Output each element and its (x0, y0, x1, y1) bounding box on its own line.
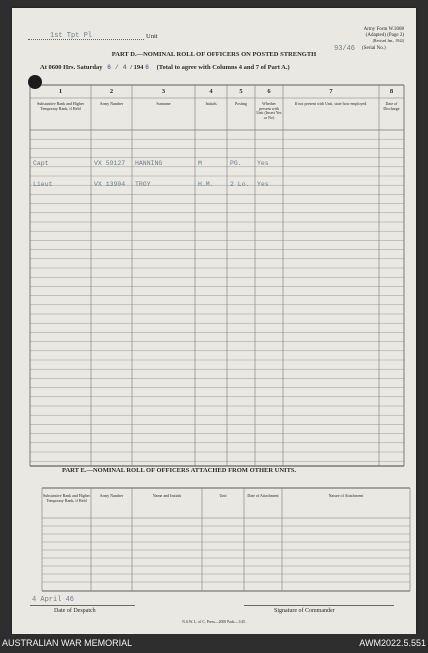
form-adapted: (Adapted) (Page 2) (365, 33, 404, 38)
cell-initials: H.M. (198, 181, 214, 188)
column-number: 8 (389, 88, 394, 95)
form-id: Army Form W.3008 (363, 27, 404, 32)
part-e-header-army-number: Army Number (99, 493, 124, 498)
column-header-posting: Posting (234, 101, 247, 106)
column-number: 3 (161, 88, 166, 95)
cell-number: VX 13904 (94, 181, 126, 188)
column-number: 4 (209, 88, 213, 95)
date-value: 6 / 4 (107, 64, 127, 71)
column-header-army-number: Army Number (99, 101, 124, 106)
serial-value: 93/46 (334, 45, 356, 53)
part-e-header-attachment-date: Date of Attachment (247, 493, 279, 498)
cell-present: Yes (257, 160, 269, 167)
punch-hole (28, 75, 42, 89)
part-e-header-name: Name and Initials (152, 493, 182, 498)
column-number: 1 (58, 88, 63, 95)
column-number: 2 (109, 88, 114, 95)
part-d-title: PART D.—NOMINAL ROLL OF OFFICERS ON POSTED STRENGTH (111, 51, 317, 58)
column-header-employment: If not present with Unit, state how employed. (294, 101, 368, 106)
cell-initials: M (198, 160, 202, 167)
form-revised: (Revised Jan., 1942) (372, 39, 404, 43)
column-number: 6 (267, 88, 271, 95)
despatch-value: 4 April 46 (32, 596, 75, 604)
column-number: 5 (239, 88, 243, 95)
commander-label: Signature of Commander (274, 608, 335, 614)
part-d-note: (Total to agree with Columns 4 and 7 of Part A.) (156, 64, 290, 71)
cell-posting: PG. (230, 160, 242, 167)
year-value: 6 (145, 64, 149, 71)
caption-left: AUSTRALIAN WAR MEMORIAL (2, 638, 133, 648)
part-e-header-attachment-nature: Nature of Attachment (328, 493, 364, 498)
cell-posting: 2 Lo. (230, 181, 250, 188)
serial-label: (Serial No.) (362, 46, 386, 51)
column-header-present: Whether present with Unit (Insert Yes or No) (256, 101, 282, 120)
column-header-initials: Initials (205, 101, 217, 106)
part-e-header-rank: Substantive Rank and Higher Temporary Rank, if Held (43, 493, 90, 503)
caption-right: AWM2022.5.551 (359, 638, 426, 648)
printer-note: N.S.W. L. of C. Press—2000 Pads—1/45. (182, 620, 246, 624)
caption-bar (0, 634, 428, 653)
cell-surname: TROY (135, 181, 151, 188)
column-header-discharge: Date of Discharge (383, 101, 400, 111)
despatch-line (30, 605, 135, 606)
cell-rank: Capt (33, 160, 49, 167)
time-prefix: At 0600 Hrs. Saturday (40, 64, 103, 71)
unit-value: 1st Tpt Pl (50, 32, 93, 40)
column-header-surname: Surname (156, 101, 171, 106)
cell-rank: Lieut (33, 181, 53, 188)
year-prefix: / 194 (130, 64, 144, 71)
unit-label: Unit (146, 33, 158, 40)
cell-number: VX 59127 (94, 160, 126, 167)
part-e-title: PART E.—NOMINAL ROLL OF OFFICERS ATTACHED FROM OTHER UNITS. (62, 467, 297, 474)
column-header-rank: Substantive Rank and Higher Temporary Rank, if Held (37, 101, 84, 111)
cell-surname: HANNING (135, 160, 163, 167)
column-number: 7 (329, 88, 333, 95)
cell-present: Yes (257, 181, 269, 188)
form-page (12, 8, 416, 634)
part-e-header-unit: Unit (219, 493, 227, 498)
commander-line (244, 605, 394, 606)
despatch-label: Date of Despatch (54, 608, 96, 614)
